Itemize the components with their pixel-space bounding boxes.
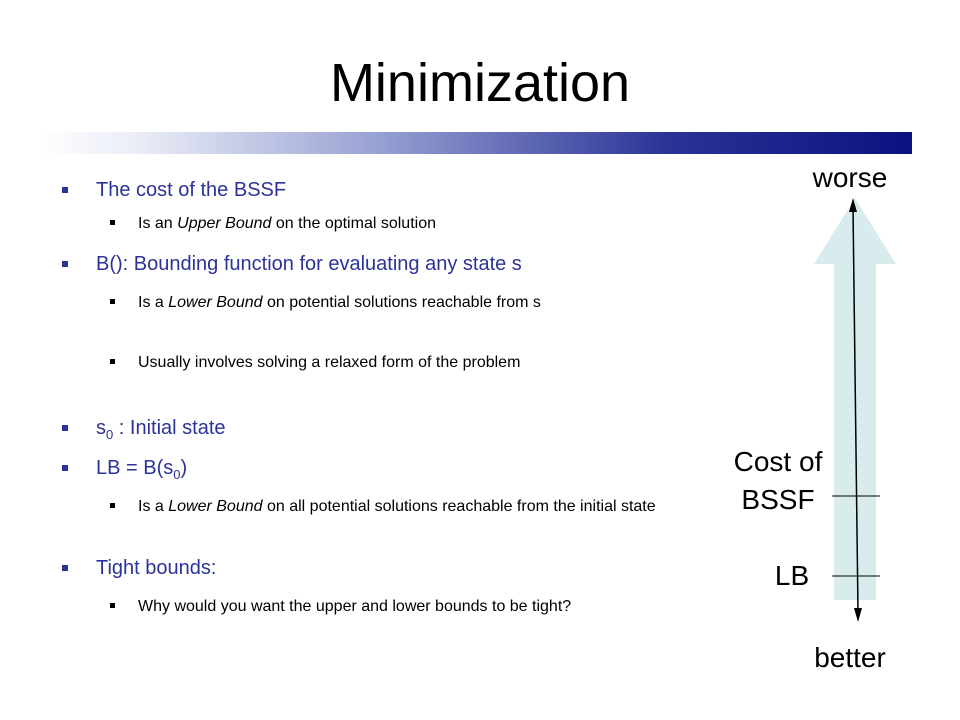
bullet-bssf-cost: The cost of the BSSF (96, 178, 286, 202)
bullet-tight-bounds: Tight bounds: (96, 556, 216, 580)
sub-bullet-relaxed-problem: Usually involves solving a relaxed form of the problem (138, 352, 658, 374)
bullet-initial-state: $s_0$ : Initial state (96, 416, 226, 447)
sub-bullet-why-tight: Why would you want the upper and lower bounds to be tight? (138, 596, 658, 618)
bssf-cost-label: Cost of BSSF (733, 446, 823, 515)
bullet-bounding-function: B(): Bounding function for evaluating any state s (96, 252, 522, 276)
worse-label: worse (812, 162, 888, 193)
arrowhead-bottom-icon (854, 608, 862, 622)
better-label: better (814, 642, 886, 673)
slide-title: Minimization (329, 53, 631, 113)
sub-bullet-lower-bound: Is a Lower Bound on potential solutions reachable from s (138, 292, 658, 314)
sub-bullet-upper-bound: Is an Upper Bound on the optimal solution (138, 213, 658, 235)
sub-bullet-lb-lower-bound: Is a Lower Bound on all potential solutions reachable from the initial state (138, 496, 658, 518)
bullet-lb-definition: LB = $B(s_0)$ (96, 456, 187, 487)
lb-label: LB (774, 560, 810, 591)
